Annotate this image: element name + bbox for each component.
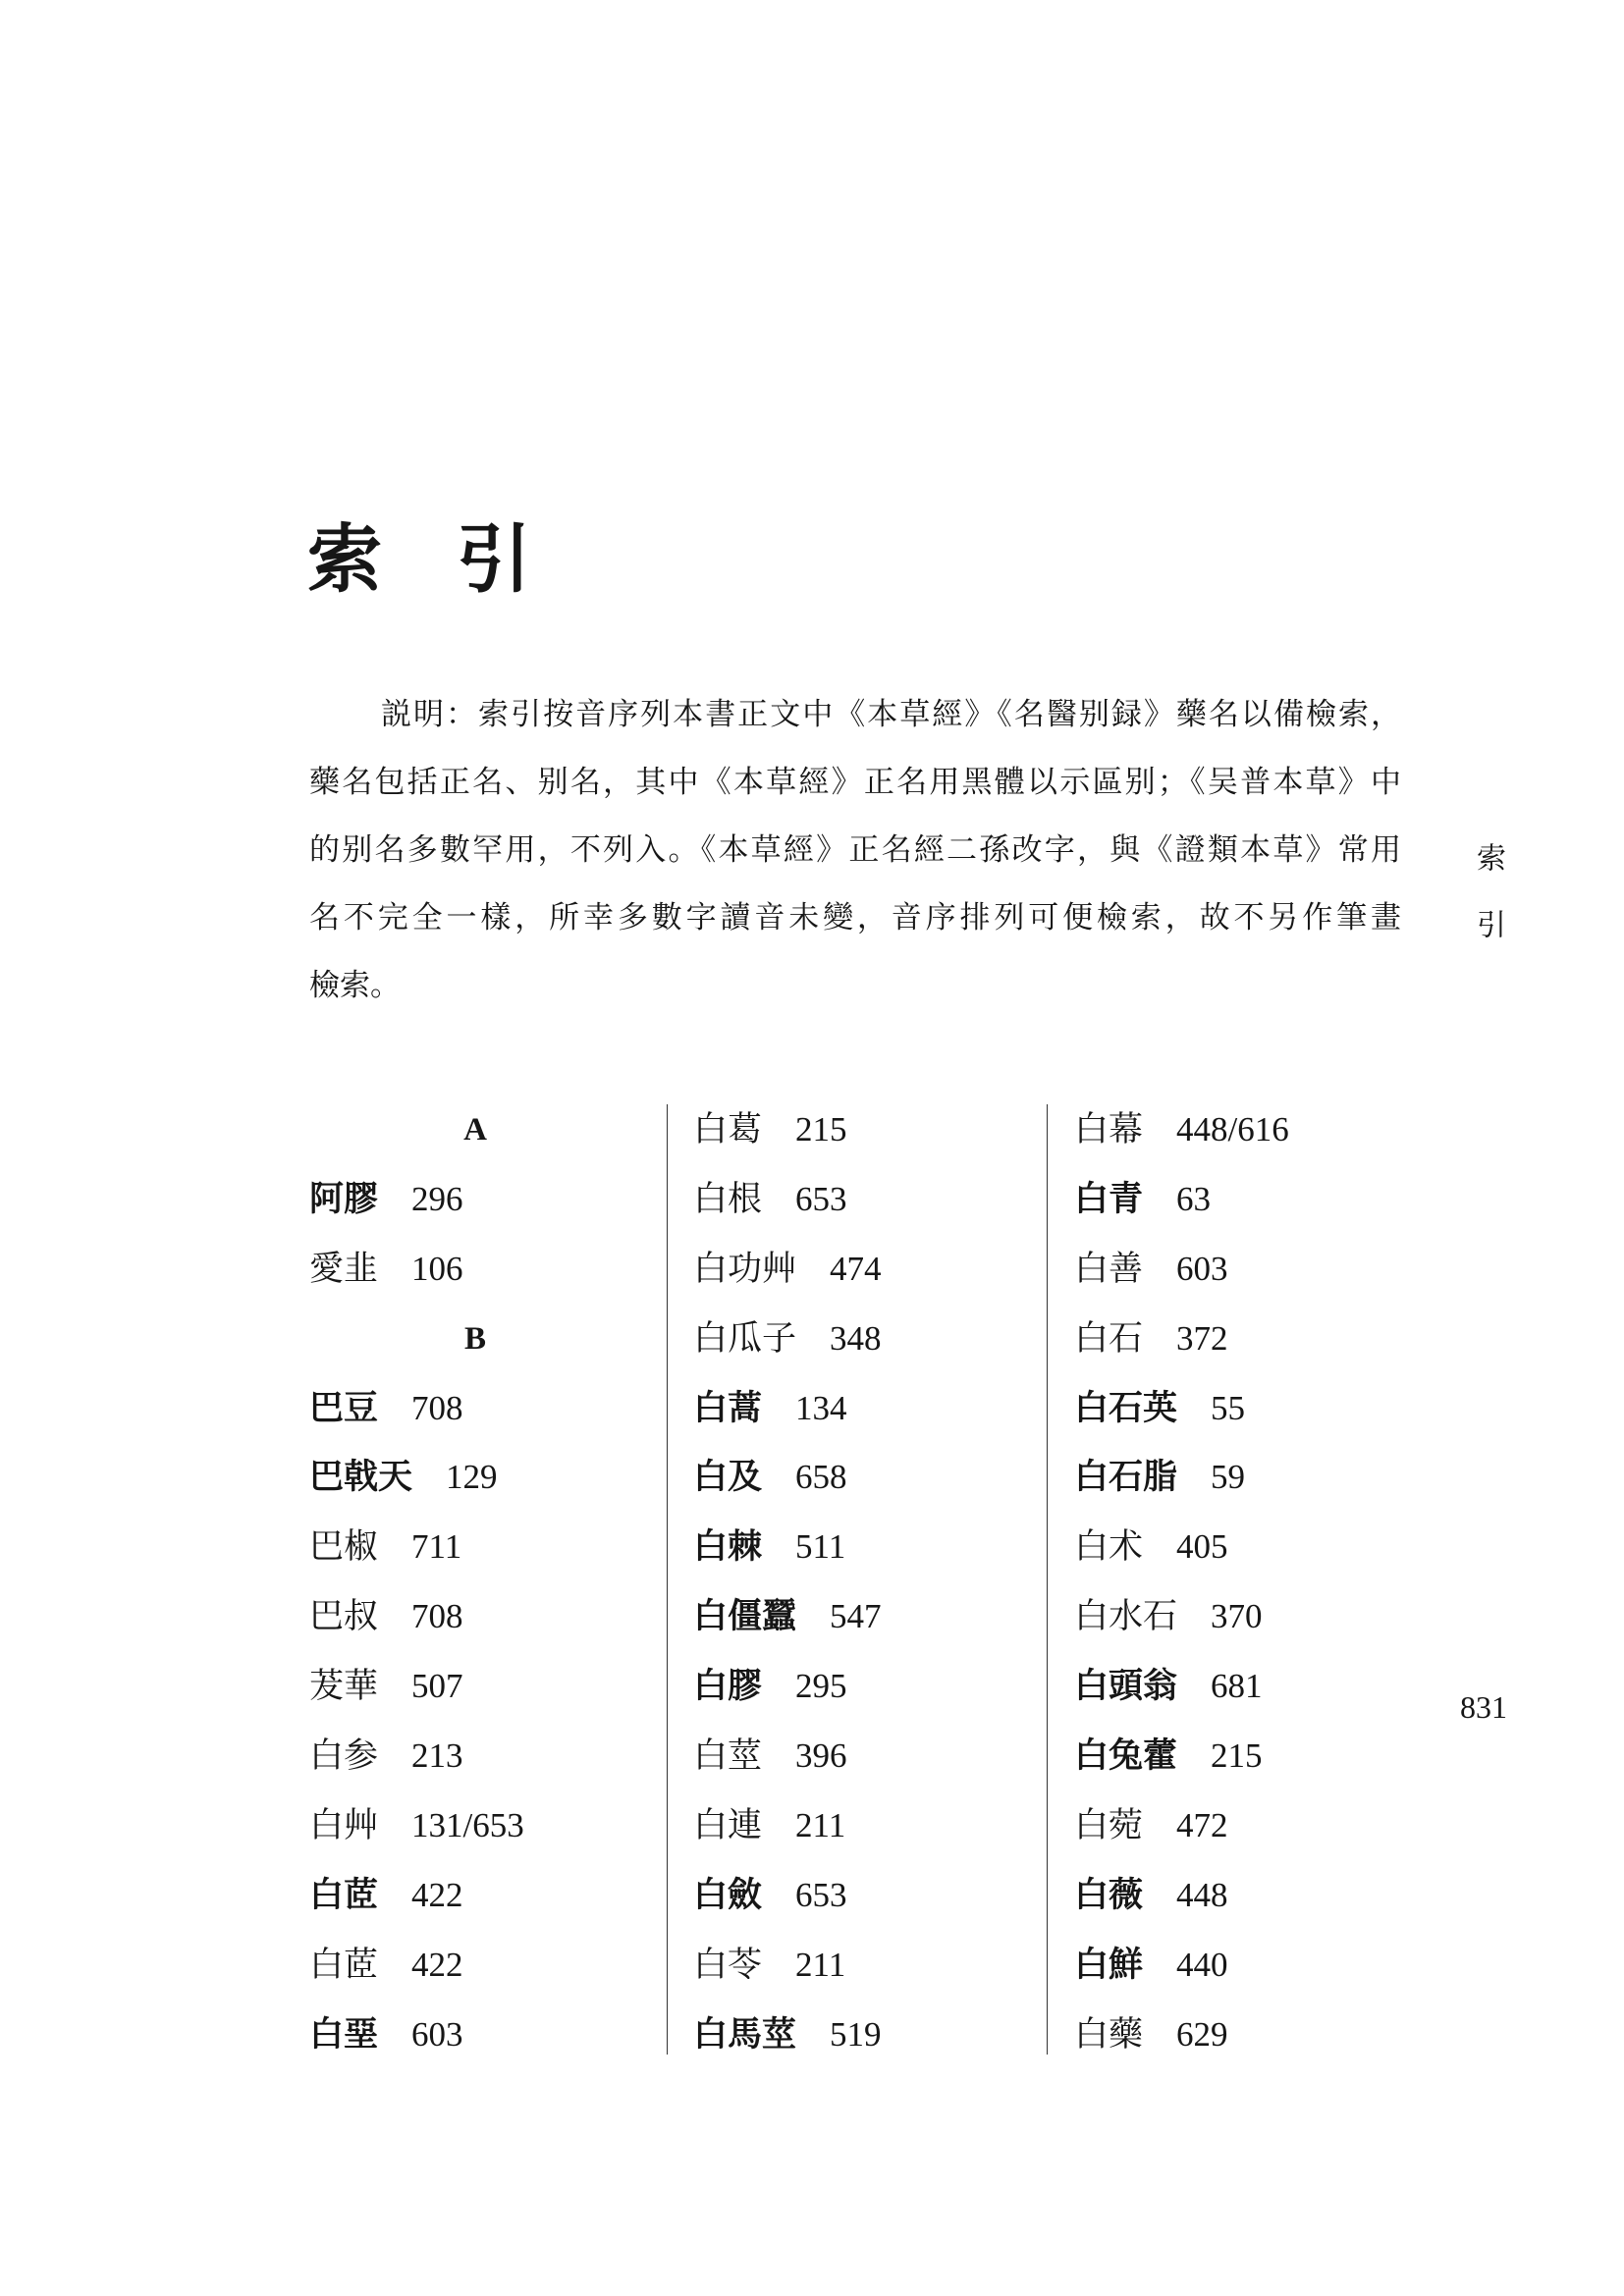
entry-page-number: 474 xyxy=(830,1249,882,1288)
index-entry xyxy=(309,1443,641,1513)
entry-name: 阿膠 xyxy=(309,1178,379,1219)
entry-name: 白青 xyxy=(1074,1178,1144,1219)
index-column xyxy=(693,1095,1017,2069)
entry-name: 白根 xyxy=(693,1179,763,1219)
index-entry xyxy=(693,1443,1017,1513)
index-entry xyxy=(309,2001,641,2070)
index-entry xyxy=(693,1652,1017,1722)
index-entry xyxy=(1074,1235,1398,1305)
entry-name: 白石 xyxy=(1074,1318,1144,1359)
index-entry xyxy=(693,1931,1017,2001)
index-entry xyxy=(1074,1791,1398,1861)
index-entry xyxy=(1074,2001,1398,2070)
entry-page-number: 63 xyxy=(1176,1179,1212,1218)
index-entry xyxy=(309,1513,641,1582)
entry-page-number: 603 xyxy=(1176,1249,1228,1288)
page-number: 831 xyxy=(1460,1689,1507,1725)
running-head: 索引 xyxy=(1471,842,1505,976)
entry-name: 白功艸 xyxy=(693,1249,797,1289)
index-entry xyxy=(693,1165,1017,1235)
entry-page-number: 519 xyxy=(830,2014,882,2054)
index-entry xyxy=(693,1722,1017,1791)
index-entry xyxy=(1074,1861,1398,1931)
index-column xyxy=(1074,1095,1398,2069)
entry-page-number: 547 xyxy=(830,1597,882,1636)
index-entry xyxy=(1074,1443,1398,1513)
entry-name: 白苓 xyxy=(693,1945,763,1985)
index-entry xyxy=(693,1095,1017,1165)
entry-page-number: 708 xyxy=(411,1597,463,1636)
index-entry xyxy=(693,2001,1017,2070)
entry-name: 白菀 xyxy=(1074,1805,1144,1845)
index-entry xyxy=(309,1791,641,1861)
index-entry xyxy=(693,1582,1017,1652)
entry-page-number: 213 xyxy=(411,1736,463,1776)
entry-page-number: 603 xyxy=(411,2014,463,2054)
column-divider xyxy=(667,1104,668,2055)
entry-name: 白水石 xyxy=(1074,1597,1178,1637)
entry-page-number: 131/653 xyxy=(411,1805,524,1844)
column-divider xyxy=(1047,1104,1048,2055)
section-letter: B xyxy=(463,1320,486,1357)
entry-name: 巴叔 xyxy=(309,1597,379,1637)
entry-page-number: 422 xyxy=(411,1875,463,1914)
entry-page-number: 106 xyxy=(411,1249,463,1288)
index-entry xyxy=(693,1374,1017,1444)
entry-name: 白馬莖 xyxy=(693,2013,797,2055)
entry-page-number: 440 xyxy=(1176,1945,1228,1984)
index-entry xyxy=(1074,1722,1398,1791)
index-entry xyxy=(309,1165,641,1235)
entry-name: 白瓜子 xyxy=(693,1318,797,1359)
entry-page-number: 396 xyxy=(795,1736,847,1776)
note-line: 説明：索引按音序列本書正文中《本草經》《名醫别録》藥名以備檢索， xyxy=(381,697,1401,732)
entry-name: 白藥 xyxy=(1074,2014,1144,2055)
entry-name: 白膠 xyxy=(693,1666,763,1707)
index-entry xyxy=(309,1235,641,1305)
entry-page-number: 211 xyxy=(795,1805,846,1844)
index-entry xyxy=(309,1582,641,1652)
index-entry xyxy=(309,1374,641,1444)
entry-name: 白石英 xyxy=(1074,1387,1178,1428)
section-letter: A xyxy=(463,1112,487,1148)
index-column xyxy=(309,1095,641,2069)
entry-name: 白术 xyxy=(1074,1527,1144,1568)
entry-name: 白茝 xyxy=(309,1874,379,1915)
entry-name: 白艸 xyxy=(309,1805,379,1845)
entry-name: 巴椒 xyxy=(309,1527,379,1568)
index-entry xyxy=(309,1722,641,1791)
entry-page-number: 711 xyxy=(411,1527,462,1567)
entry-name: 白棘 xyxy=(693,1526,763,1568)
index-entry xyxy=(309,1861,641,1931)
entry-name: 巴戟天 xyxy=(309,1457,413,1498)
entry-page-number: 134 xyxy=(795,1388,847,1427)
entry-page-number: 511 xyxy=(795,1527,846,1567)
index-entry xyxy=(309,1931,641,2001)
entry-page-number: 296 xyxy=(411,1179,463,1218)
entry-page-number: 629 xyxy=(1176,2014,1228,2054)
entry-name: 白僵蠶 xyxy=(693,1596,797,1637)
index-entry xyxy=(1074,1652,1398,1722)
entry-name: 白兔藿 xyxy=(1074,1735,1178,1777)
entry-page-number: 372 xyxy=(1176,1318,1228,1358)
entry-name: 巴豆 xyxy=(309,1387,379,1428)
entry-name: 白蒿 xyxy=(693,1387,763,1428)
note-line: 藥名包括正名、别名，其中《本草經》正名用黑體以示區别；《吴普本草》中 xyxy=(309,765,1401,800)
index-entry xyxy=(309,1652,641,1722)
index-entry xyxy=(1074,1931,1398,2001)
entry-name: 白頭翁 xyxy=(1074,1666,1178,1707)
entry-name: 白莖 xyxy=(693,1736,763,1777)
note-line: 名不完全一樣，所幸多數字讀音未變，音序排列可便檢索，故不另作筆畫 xyxy=(309,900,1401,935)
index-entry xyxy=(1074,1374,1398,1444)
entry-page-number: 422 xyxy=(411,1945,463,1984)
entry-page-number: 129 xyxy=(446,1458,498,1497)
entry-page-number: 215 xyxy=(1211,1736,1263,1776)
note-line: 的别名多數罕用，不列入。《本草經》正名經二孫改字，與《證類本草》常用 xyxy=(309,832,1401,868)
entry-page-number: 295 xyxy=(795,1667,847,1706)
entry-name: 白葛 xyxy=(693,1110,763,1149)
index-entry xyxy=(693,1513,1017,1582)
note-line: 檢索。 xyxy=(309,968,401,1003)
entry-page-number: 507 xyxy=(411,1667,463,1706)
entry-page-number: 708 xyxy=(411,1388,463,1427)
entry-page-number: 59 xyxy=(1211,1458,1246,1497)
index-entry xyxy=(693,1861,1017,1931)
entry-name: 白及 xyxy=(693,1457,763,1498)
entry-name: 白鮮 xyxy=(1074,1944,1144,1985)
entry-name: 白参 xyxy=(309,1736,379,1777)
index-entry xyxy=(693,1235,1017,1305)
index-entry xyxy=(1074,1513,1398,1582)
entry-name: 白堊 xyxy=(309,2013,379,2055)
entry-page-number: 681 xyxy=(1211,1667,1263,1706)
entry-name: 白連 xyxy=(693,1805,763,1845)
entry-page-number: 653 xyxy=(795,1875,847,1914)
index-entry xyxy=(1074,1582,1398,1652)
index-entry xyxy=(693,1305,1017,1374)
entry-page-number: 448/616 xyxy=(1176,1110,1289,1148)
entry-page-number: 211 xyxy=(795,1945,846,1984)
entry-name: 白善 xyxy=(1074,1249,1144,1289)
entry-page-number: 348 xyxy=(830,1318,882,1358)
entry-page-number: 658 xyxy=(795,1458,847,1497)
explanatory-note xyxy=(309,681,1401,1020)
entry-name: 白茝 xyxy=(309,1945,379,1985)
entry-page-number: 653 xyxy=(795,1179,847,1218)
entry-name: 白薇 xyxy=(1074,1874,1144,1915)
entry-page-number: 472 xyxy=(1176,1805,1228,1844)
entry-page-number: 448 xyxy=(1176,1875,1228,1914)
entry-name: 白斂 xyxy=(693,1874,763,1915)
entry-page-number: 370 xyxy=(1211,1597,1263,1636)
entry-name: 愛韭 xyxy=(309,1249,379,1289)
page-title: 索 引 xyxy=(307,515,531,603)
index-entry xyxy=(693,1791,1017,1861)
entry-name: 茇華 xyxy=(309,1667,379,1707)
index-entry xyxy=(1074,1095,1398,1165)
entry-page-number: 55 xyxy=(1211,1388,1246,1427)
index-entry xyxy=(1074,1165,1398,1235)
index-entry xyxy=(1074,1305,1398,1374)
entry-page-number: 215 xyxy=(795,1110,847,1148)
entry-name: 白石脂 xyxy=(1074,1457,1178,1498)
entry-name: 白幕 xyxy=(1074,1110,1144,1149)
entry-page-number: 405 xyxy=(1176,1527,1228,1567)
